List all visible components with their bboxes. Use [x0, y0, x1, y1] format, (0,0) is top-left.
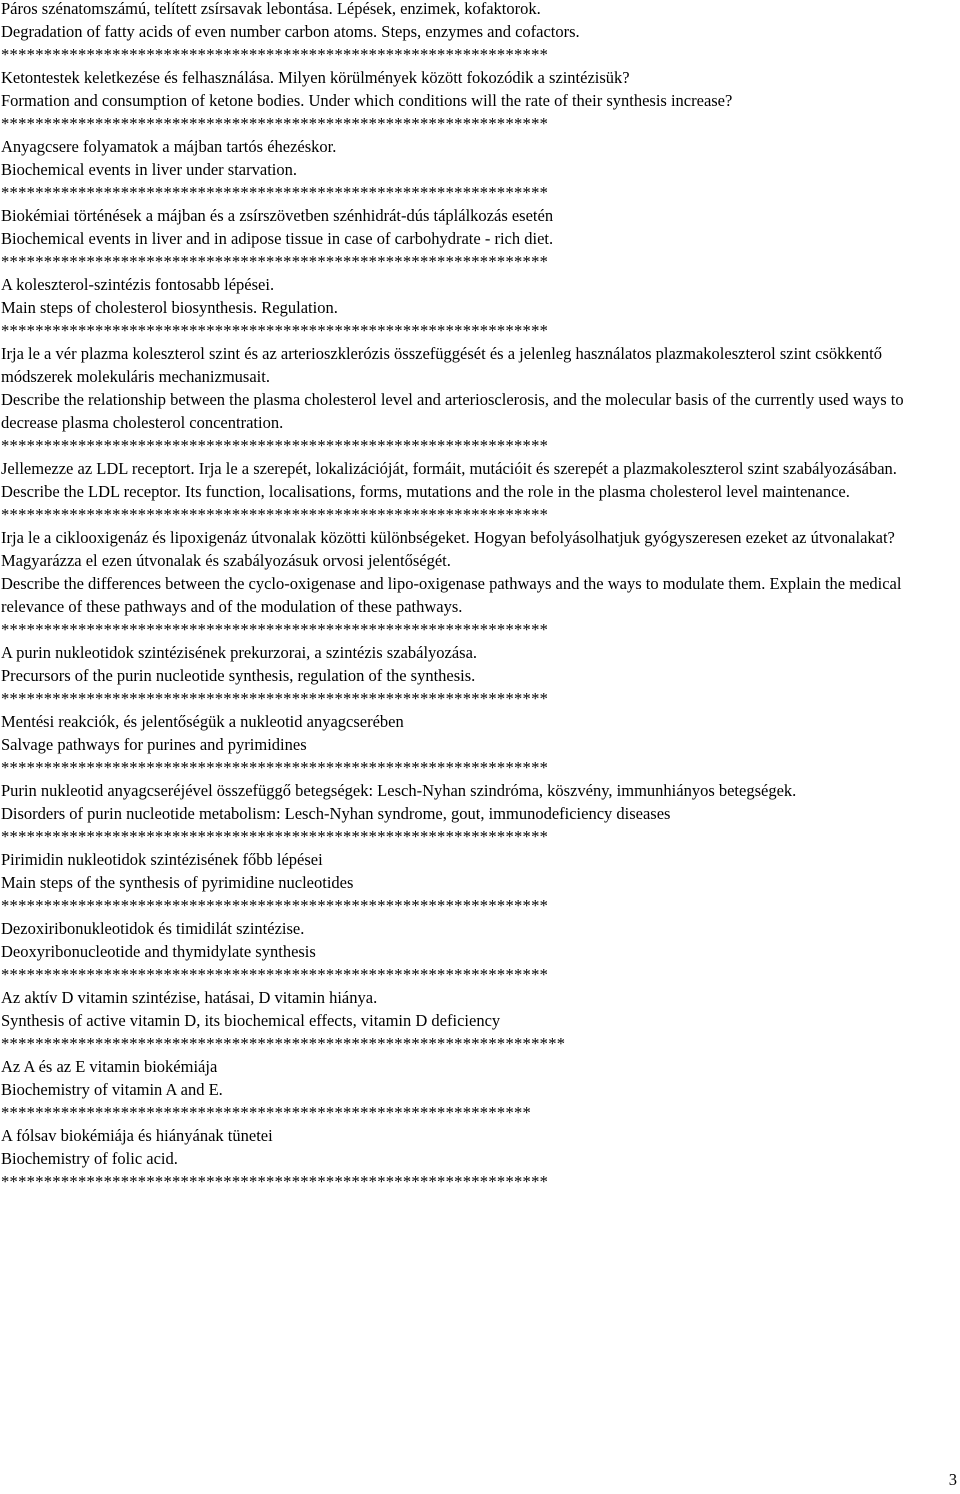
document-body [1, 0, 953, 1193]
topic-hungarian: Páros szénatomszámú, telített zsírsavak lebontása. Lépések, enzimek, kofaktorok. [1, 0, 541, 18]
separator-line: **************************************************************** [1, 827, 549, 846]
separator-line: **************************************************************** [1, 321, 549, 340]
topic-hungarian: Irja le a vér plazma koleszterol szint és az arterioszklerózis összefüggését és a jelenleg használatos plazmakoleszterol szint csökkentő módszerek molekuláris mechanizmusait. [1, 344, 883, 386]
separator-line: **************************************************************** [1, 505, 549, 524]
page-number: 3 [948, 1470, 957, 1489]
separator-line: **************************************************************** [1, 114, 549, 133]
topic-english: Synthesis of active vitamin D, its biochemical effects, vitamin D deficiency [1, 1011, 501, 1030]
topic-english: Biochemistry of folic acid. [1, 1149, 178, 1168]
topic-hungarian: Dezoxiribonukleotidok és timidilát szintézise. [1, 919, 305, 938]
topic-english: Describe the differences between the cyclo-oxigenase and lipo-oxigenase pathways and the ways to modulate them. Explain the medical relevance of these pathways and of the modulation of these pathways. [1, 574, 902, 616]
topic-english: Disorders of purin nucleotide metabolism: Lesch-Nyhan syndrome, gout, immunodeficiency diseases [1, 804, 671, 823]
separator-line: ************************************************************** [1, 1103, 532, 1122]
separator-line: ****************************************************************** [1, 1034, 566, 1053]
topic-hungarian: Ketontestek keletkezése és felhasználása. Milyen körülmények között fokozódik a szintézisük? [1, 68, 630, 87]
topic-english: Deoxyribonucleotide and thymidylate synthesis [1, 942, 316, 961]
separator-line: **************************************************************** [1, 896, 549, 915]
separator-line: **************************************************************** [1, 1172, 549, 1191]
topic-english: Describe the LDL receptor. Its function, localisations, forms, mutations and the role in the plasma cholesterol level maintenance. [1, 482, 850, 501]
topic-hungarian: Az aktív D vitamin szintézise, hatásai, D vitamin hiánya. [1, 988, 378, 1007]
separator-line: **************************************************************** [1, 965, 549, 984]
separator-line: **************************************************************** [1, 689, 549, 708]
separator-line: **************************************************************** [1, 436, 549, 455]
topic-english: Main steps of the synthesis of pyrimidine nucleotides [1, 873, 354, 892]
topic-english: Biochemistry of vitamin A and E. [1, 1080, 223, 1099]
topic-hungarian: A koleszterol-szintézis fontosabb lépései. [1, 275, 275, 294]
topic-english: Main steps of cholesterol biosynthesis. Regulation. [1, 298, 338, 317]
topic-hungarian: Biokémiai történések a májban és a zsírszövetben szénhidrát-dús táplálkozás esetén [1, 206, 554, 225]
topic-english: Biochemical events in liver and in adipose tissue in case of carbohydrate - rich diet. [1, 229, 554, 248]
topic-hungarian: Pirimidin nukleotidok szintézisének főbb lépései [1, 850, 323, 869]
topic-hungarian: A purin nukleotidok szintézisének prekurzorai, a szintézis szabályozása. [1, 643, 478, 662]
topic-hungarian: Jellemezze az LDL receptort. Irja le a szerepét, lokalizációját, formáit, mutációit és szerepét a plazmakoleszterol szint szabályozásában. [1, 459, 897, 478]
topic-hungarian: Mentési reakciók, és jelentőségük a nukleotid anyagcserében [1, 712, 404, 731]
separator-line: **************************************************************** [1, 758, 549, 777]
topic-english: Salvage pathways for purines and pyrimidines [1, 735, 307, 754]
topic-hungarian: A fólsav biokémiája és hiányának tünetei [1, 1126, 273, 1145]
separator-line: **************************************************************** [1, 183, 549, 202]
separator-line: **************************************************************** [1, 45, 549, 64]
topic-english: Formation and consumption of ketone bodies. Under which conditions will the rate of their synthesis increase? [1, 91, 733, 110]
topic-hungarian: Anyagcsere folyamatok a májban tartós éhezéskor. [1, 137, 337, 156]
topic-english: Biochemical events in liver under starvation. [1, 160, 297, 179]
topic-english: Degradation of fatty acids of even number carbon atoms. Steps, enzymes and cofactors. [1, 22, 580, 41]
topic-english: Precursors of the purin nucleotide synthesis, regulation of the synthesis. [1, 666, 476, 685]
separator-line: **************************************************************** [1, 620, 549, 639]
topic-hungarian: Irja le a ciklooxigenáz és lipoxigenáz útvonalak közötti különbségeket. Hogyan befolyásolhatjuk gyógyszeresen ezeket az útvonalakat? Magyarázza el ezen útvonalak és szabályozásuk orvosi jelentőségét. [1, 528, 895, 570]
topic-english: Describe the relationship between the plasma cholesterol level and arteriosclerosis, and the molecular basis of the currently used ways to decrease plasma cholesterol concentration. [1, 390, 904, 432]
separator-line: **************************************************************** [1, 252, 549, 271]
topic-hungarian: Purin nukleotid anyagcseréjével összefüggő betegségek: Lesch-Nyhan szindróma, köszvény, immunhiányos betegségek. [1, 781, 797, 800]
topic-hungarian: Az A és az E vitamin biokémiája [1, 1057, 218, 1076]
